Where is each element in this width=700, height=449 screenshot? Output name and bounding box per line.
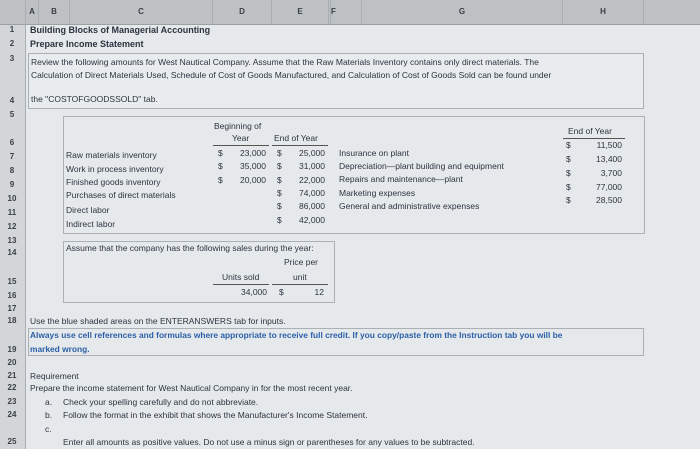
row-header[interactable]: 1 [9, 25, 15, 34]
column-header-c[interactable]: C [70, 0, 213, 24]
row-header[interactable]: 6 [9, 138, 15, 147]
dollar-sign: $ [566, 168, 571, 178]
dollar-sign: $ [566, 182, 571, 192]
beginning-value: 20,000 [240, 175, 266, 185]
row-header[interactable]: 19 [7, 345, 17, 354]
note-blue-shaded: Use the blue shaded areas on the ENTERANSWERS tab for inputs. [30, 316, 286, 326]
dollar-sign: $ [218, 148, 223, 158]
row-header[interactable]: 4 [9, 96, 15, 105]
requirement-item: Check your spelling carefully and do not abbreviate. [63, 397, 259, 407]
end-value: 25,000 [299, 148, 325, 158]
column-header-f-label[interactable]: F [331, 0, 362, 24]
row-header[interactable]: 17 [7, 304, 17, 313]
expense-value: 3,700 [600, 168, 622, 178]
dollar-sign: $ [277, 201, 282, 211]
end-value: 22,000 [299, 175, 325, 185]
note-warning-line-2: marked wrong. [30, 344, 90, 354]
column-header-g[interactable]: G [362, 0, 563, 24]
sheet-title: Building Blocks of Managerial Accounting [30, 25, 211, 35]
end-value: 74,000 [299, 188, 325, 198]
sales-intro: Assume that the company has the following sales during the year: [66, 243, 314, 253]
row-header[interactable]: 20 [7, 358, 17, 367]
item-label: Raw materials inventory [66, 150, 157, 160]
end-value: 31,000 [299, 161, 325, 171]
column-header-a[interactable]: A [26, 0, 39, 24]
row-header[interactable]: 11 [7, 208, 17, 217]
dollar-sign: $ [277, 148, 282, 158]
dollar-sign: $ [566, 195, 571, 205]
header-year: Year [232, 133, 250, 143]
note-warning-line-1: Always use cell references and formulas where appropriate to receive full credit. If you copy/paste from the Instruction tab you will be [30, 330, 563, 340]
header-end-of-year-2: End of Year [568, 126, 612, 136]
row-header[interactable]: 7 [9, 152, 15, 161]
price-value: 12 [314, 287, 324, 297]
instruction-line-3: the "COSTOFGOODSSOLD" tab. [31, 94, 158, 104]
header-underline [563, 138, 625, 139]
row-header[interactable]: 5 [9, 110, 15, 119]
header-underline [213, 284, 269, 285]
dollar-sign: $ [218, 175, 223, 185]
dollar-sign: $ [218, 161, 223, 171]
column-header-e[interactable]: E [272, 0, 329, 24]
header-underline [213, 145, 269, 146]
end-value: 42,000 [299, 215, 325, 225]
row-header[interactable]: 23 [7, 397, 17, 406]
row-header[interactable]: 25 [7, 437, 17, 446]
column-header-d[interactable]: D [213, 0, 272, 24]
row-header[interactable]: 24 [7, 410, 17, 419]
dollar-sign: $ [277, 188, 282, 198]
dollar-sign: $ [279, 287, 284, 297]
row-header[interactable]: 10 [7, 194, 17, 203]
select-all-corner[interactable] [0, 0, 26, 24]
instruction-line-2: Calculation of Direct Materials Used, Schedule of Cost of Goods Manufactured, and Calculation of Cost of Goods Sold can be found under [31, 70, 552, 80]
column-header-b[interactable]: B [39, 0, 70, 24]
row-header[interactable]: 18 [7, 316, 17, 325]
item-label: Direct labor [66, 205, 110, 215]
row-header[interactable]: 22 [7, 383, 17, 392]
expense-label: Depreciation—plant building and equipment [339, 161, 504, 171]
expense-value: 28,500 [596, 195, 622, 205]
expense-value: 13,400 [596, 154, 622, 164]
sheet-subtitle: Prepare Income Statement [30, 39, 144, 49]
requirement-text: Prepare the income statement for West Nautical Company in for the most recent year. [30, 383, 353, 393]
row-header[interactable]: 13 [7, 236, 17, 245]
header-underline [272, 284, 328, 285]
column-header-h[interactable]: H [563, 0, 644, 24]
row-header[interactable]: 21 [7, 371, 17, 380]
expense-label: Insurance on plant [339, 148, 409, 158]
dollar-sign: $ [277, 175, 282, 185]
row-header[interactable]: 12 [7, 222, 17, 231]
dollar-sign: $ [277, 215, 282, 225]
column-header-i[interactable] [644, 0, 700, 24]
header-underline [272, 145, 328, 146]
requirement-item: Follow the format in the exhibit that shows the Manufacturer's Income Statement. [63, 410, 368, 420]
row-header[interactable]: 2 [9, 39, 15, 48]
end-value: 86,000 [299, 201, 325, 211]
beginning-value: 35,000 [240, 161, 266, 171]
item-label: Purchases of direct materials [66, 190, 176, 200]
item-label: Finished goods inventory [66, 177, 161, 187]
dollar-sign: $ [566, 154, 571, 164]
item-label: Work in process inventory [66, 164, 164, 174]
expense-label: Repairs and maintenance—plant [339, 174, 463, 184]
requirement-letter: b. [45, 410, 53, 420]
dollar-sign: $ [277, 161, 282, 171]
instruction-line-1: Review the following amounts for West Nautical Company. Assume that the Raw Materials Inventory contains only direct materials. The [31, 57, 539, 67]
price-per-header: Price per [284, 257, 319, 267]
row-header[interactable]: 14 [7, 248, 17, 257]
row-header[interactable]: 8 [9, 166, 15, 175]
requirement-letter: a. [45, 397, 53, 407]
expense-label: General and administrative expenses [339, 201, 480, 211]
requirement-item: Enter all amounts as positive values. Do not use a minus sign or parentheses for any values to be subtracted. [63, 437, 475, 447]
requirement-letter: c. [45, 424, 52, 434]
beginning-value: 23,000 [240, 148, 266, 158]
requirement-heading: Requirement [30, 371, 79, 381]
expense-label: Marketing expenses [339, 188, 416, 198]
expense-value: 77,000 [596, 182, 622, 192]
row-header[interactable]: 3 [9, 54, 15, 63]
units-sold-header: Units sold [222, 272, 260, 282]
column-header-bar [0, 0, 700, 25]
item-label: Indirect labor [66, 219, 116, 229]
row-header[interactable]: 16 [7, 291, 17, 300]
header-beginning: Beginning of [214, 121, 262, 131]
unit-header: unit [293, 272, 307, 282]
row-header[interactable]: 9 [9, 180, 15, 189]
expense-value: 11,500 [596, 140, 622, 150]
dollar-sign: $ [566, 140, 571, 150]
header-end-of-year: End of Year [274, 133, 318, 143]
units-sold-value: 34,000 [241, 287, 267, 297]
row-header[interactable]: 15 [7, 277, 17, 286]
